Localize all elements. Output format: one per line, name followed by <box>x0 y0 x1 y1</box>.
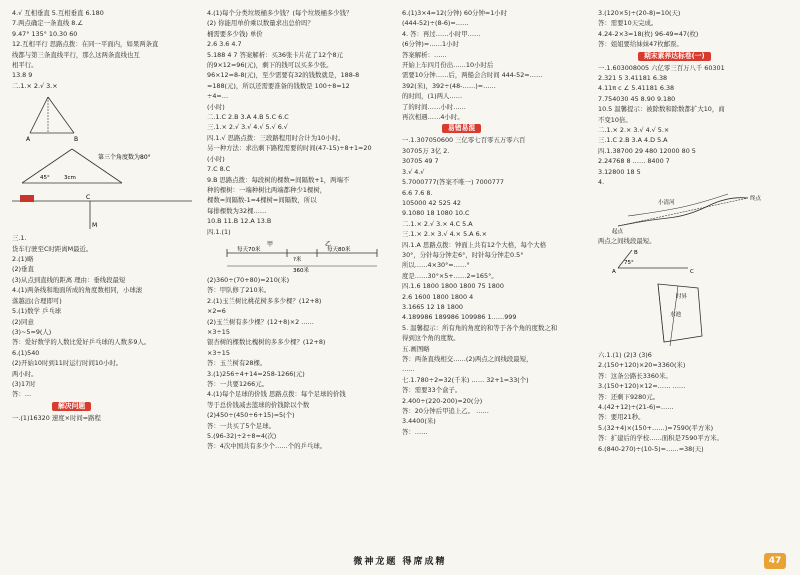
answer-line: 3.4400(米) <box>402 417 436 426</box>
answer-line: (2)450÷(450÷6+15)=5(个) <box>207 411 295 420</box>
label-a: A <box>26 136 31 144</box>
answer-line: 再次相遇……4小时。 <box>402 113 464 122</box>
column-2 <box>207 8 395 452</box>
answer-line: 2.(150+120)×20=3360(米) <box>598 361 686 370</box>
answer-line: (2)同意 <box>12 317 34 326</box>
answer-line: 一.1.603008005 六亿零三百万八千 60301 <box>598 63 725 72</box>
answer-line: 3.(120×5)÷(20-8)=10(天) <box>598 9 681 17</box>
answer-line: 银杏树的棵数比槐树的多多少棵？(12+8) <box>207 338 326 347</box>
answer-line: 四.1.√ 思路点拨：三段路程用时合计为10小时。 <box>207 133 345 142</box>
error-prone-banner: 易错易混 <box>442 124 481 133</box>
final-exam-banner: 期末素养达标卷(一) <box>638 52 711 61</box>
answer-line: (6分钟)=……1小时 <box>402 40 459 49</box>
column-4 <box>598 8 788 454</box>
label-total: 360米 <box>293 267 309 273</box>
answer-line: 七.1.780÷2=32(千米) …… 32+1=33(个) <box>402 375 529 384</box>
answer-line: (2) 你能用单价乘以数量求出总价吗？ <box>207 19 314 28</box>
answer-line: 30°，分针每分钟走6°，时针每分钟走0.5° <box>402 250 524 259</box>
answer-line: 2.321 5 3.41181 6.38 <box>598 74 668 83</box>
column-3 <box>402 8 590 437</box>
label-75: 75° <box>624 259 634 266</box>
column-1 <box>12 8 195 423</box>
label-left: 每天70米 <box>237 246 261 253</box>
label-m: M <box>92 222 98 230</box>
answer-line: 另一种方法：求出剩下路程需要的时间(47-15)÷8+1=20 <box>207 144 372 153</box>
answer-line: 三.1.× 2.√ 3.√ 4.√ 5.√ 6.√ <box>207 123 288 132</box>
answer-line: (3)~5=9(人) <box>12 327 52 336</box>
answer-line: 棵数=间隔数-1=4棵树=间隔数，所以 <box>207 196 317 205</box>
answer-line: 三.1.C 2.B 3.A 4.D 5.A <box>598 136 668 145</box>
answer-line: 三.1. <box>12 234 27 243</box>
answer-line: 答：姐姐要给妹妹47枚邮票。 <box>598 40 683 49</box>
answer-line: 答：这条公路长3360米。 <box>598 371 672 380</box>
answer-line: 10.B 11.B 12.A 13.B <box>207 217 272 226</box>
third-angle-note: 第三个角度数为80° <box>98 154 151 162</box>
answer-line: 4. <box>598 178 605 187</box>
answer-line: (2)垂直 <box>12 265 34 274</box>
answer-line: 4.189986 189986 109986 1……999 <box>402 313 517 322</box>
answer-line: 4.(1)每个足球的价钱 思路点拨：每个足球的价钱 <box>207 390 346 399</box>
answer-line: 7.754030 45 8.90 9.180 <box>598 94 676 103</box>
answer-line: 5.(96-32)÷2÷8=4(次) <box>207 432 277 441</box>
answer-line: 六.1.(1) (2)3 (3)6 <box>598 350 652 359</box>
answer-line: 四.1.A 思路点拨：钟面上共有12个大格，每个大格 <box>402 240 547 249</box>
answer-line: 不变10倍。 <box>598 115 632 124</box>
answer-line: 6.(1)3×4=12(分钟) 60分钟=1小时 <box>402 9 508 17</box>
answer-line: 105000 42 525 42 <box>402 198 461 207</box>
answer-line: 答：一共要1266元。 <box>207 380 268 388</box>
answer-line: 四.1.(1) <box>207 227 231 236</box>
answer-line: 答：…… <box>402 427 428 436</box>
label-start: 起点 <box>612 228 624 234</box>
label-mid: ?米 <box>293 256 302 263</box>
angle-svg <box>598 248 788 274</box>
label-pond: 水池 <box>670 311 682 318</box>
answer-line: 二.1.× 2.√ 3.× 4.C 5.A <box>402 219 473 228</box>
answer-line: (3)从点到直线的距离 理由：垂线段最短 <box>12 275 126 284</box>
answer-line: 了的时间……小时…… <box>402 102 466 111</box>
pond-figure <box>598 276 788 348</box>
answer-line: 三.1.× 2.× 3.√ 4.× 5.A 6.× <box>402 230 488 239</box>
road-figure <box>12 191 195 231</box>
answer-line: ÷4=… <box>207 92 229 101</box>
answer-line: 答：20分钟后甲追上乙。 …… <box>402 407 489 416</box>
answer-line: 4. 答：再过……小时甲…… <box>402 29 481 38</box>
label-end: 终点 <box>750 195 762 202</box>
answer-line: 6.(1)540 <box>12 348 40 357</box>
answer-line: 答案解析：…… <box>402 50 447 59</box>
answer-line: 答：甲队修了210米。 <box>207 286 271 295</box>
answer-line: 的9×12=96(元)，剩下的钱可以买多少张。 <box>207 61 333 70</box>
triangle-svg <box>12 93 192 189</box>
answer-line: 四.1.38700 29 480 12000 80 5 <box>598 146 696 155</box>
answer-line: 答：还剩下9280元。 <box>598 392 659 401</box>
answer-line: 一.1.307050600 三亿零七百零五万零六百 <box>402 136 526 145</box>
answer-line: 13.8 9 <box>12 71 33 80</box>
answer-line: 四.1.6 1800 1800 1800 75 1800 <box>402 282 504 291</box>
answer-line: ×3÷15 <box>207 327 230 336</box>
answer-line: 3.(1)256÷4+14=258-1266(元) <box>207 369 305 378</box>
answer-line: 3.√ 4.√ <box>402 167 425 176</box>
answer-line: 9.1080 18 1080 10.C <box>402 209 470 218</box>
answer-line: 货车行驶至C时距离M最近。 <box>12 244 93 253</box>
label-jia: 甲 <box>267 240 274 248</box>
triangle-figure <box>12 93 195 189</box>
answer-line: 2.(1)略 <box>12 255 34 264</box>
answer-line: 每排棵数为32棵…… <box>207 206 267 215</box>
triangle-lower <box>22 149 151 183</box>
answer-line: 4.(1)两条线和地面所成的角度数相同，小球滚 <box>12 286 143 295</box>
answer-line: 4.(1)每个分类垃圾桶多少钱？(每个垃圾桶多少钱？ <box>207 9 353 17</box>
answer-line: 7.两点确定一条直线 8.∠ <box>12 19 84 28</box>
label-river: 小清河 <box>658 199 675 206</box>
answer-line: 等于总价钱减去篮球的价钱除以个数 <box>207 400 310 409</box>
answer-line: 6.(840-270)÷(10-5)=……=38(天) <box>598 444 704 453</box>
pond-svg <box>598 276 788 348</box>
answer-line: 答：爱好数学的人数比爱好乒乓球的人数多9人。 <box>12 338 151 347</box>
answer-line: 种的棵树：一端种树比两端都种少1棵树， <box>207 185 327 194</box>
label-B2: B <box>634 249 638 256</box>
label-b: B <box>74 136 79 144</box>
answer-line: (2)开始10时到11时运行时间10小时。 <box>12 359 123 368</box>
answer-line: 所以……4×30°=……° <box>402 261 470 270</box>
answer-line: 2.24768 8 …… 8400 7 <box>598 157 670 166</box>
answer-line: 10.5 温馨提示：被除数和除数都扩大10，商 <box>598 105 725 114</box>
angle-figure <box>598 248 788 274</box>
answer-line: 需要10分钟……后，两船会合时间 444-52=…… <box>402 71 543 80</box>
answer-line: (小时) <box>207 102 225 111</box>
answer-line: 4.√ 互相垂直 5.互相垂直 6.180 <box>12 9 104 17</box>
answer-line: 2.(1)玉兰树比桃花树多多少棵？(12+8) <box>207 296 322 305</box>
answer-line: 6.6 7.6 8. <box>402 188 433 197</box>
answer-line: ×3÷15 <box>207 348 230 357</box>
answer-line: 2.6 1600 1800 1800 4 <box>402 292 474 301</box>
solve-problems-banner: 解决问题 <box>52 402 91 411</box>
answer-line: 30705 49 7 <box>402 157 439 166</box>
answer-line: 2.6 3.6 4.7 <box>207 40 242 49</box>
answer-line: 答：… <box>12 390 32 399</box>
answer-line: (2)玉兰树有多少棵？(12+8)×2 …… <box>207 317 314 326</box>
answer-line: 开始上车四月份出……10小时后 <box>402 61 494 70</box>
label-right: 每天80米 <box>327 246 351 253</box>
answer-line: 4.(42+12)÷(21-6)=…… <box>598 402 674 411</box>
answer-line: 4.24-2×3=18(枚) 96-49=47(枚) <box>598 29 699 38</box>
answer-line: 7.C 8.C <box>207 165 231 174</box>
answer-line: 答：两条直线相交……(2)两点之间线段最短， <box>402 355 533 363</box>
answer-line: 2.400÷(220-200)=20(分) <box>402 396 483 405</box>
answer-line: 9.47° 135° 10.30 60 <box>12 29 78 38</box>
answer-line: 相平行。 <box>12 61 38 70</box>
answer-line: 4.11π c ∠ 5.41181 6.38 <box>598 84 675 93</box>
answer-line: ×2=6 <box>207 307 226 316</box>
answer-line: 30705万 3亿 2. <box>402 146 450 155</box>
river-svg <box>598 190 788 234</box>
answer-line: 3.1665 12 18 1800 <box>402 302 463 311</box>
base-label: 3cm <box>64 175 76 182</box>
answer-line: 12.互相平行 思路点拨：在同一平面内，如果两条直 <box>12 40 159 49</box>
page-footer: 微神龙题 得席成精 <box>353 557 447 567</box>
answer-line: 落越远(合理即可) <box>12 296 62 305</box>
truck-icon <box>20 195 34 202</box>
triangle-upper <box>26 97 78 143</box>
segment-figure <box>207 239 395 273</box>
answer-line: 线都与第三条直线平行，那么这两条直线也互 <box>12 50 140 59</box>
answer-line: 五.画图略 <box>402 344 430 353</box>
answer-line: 得到这个角的度数。 <box>402 334 460 343</box>
page-number: 47 <box>764 553 786 569</box>
answer-line: (3)17时 <box>12 379 36 388</box>
road-svg <box>12 191 192 231</box>
answer-line: 5.(32+4)×(150+……)=7590(平方米) <box>598 423 714 432</box>
answer-line: 答：扩建后的学校……面积是7590平方米。 <box>598 434 723 443</box>
answer-line: 96×12=8-8(元)，至少需要有32的钱数就是，188-8 <box>207 71 360 80</box>
label-time: 时昇 <box>676 293 688 300</box>
answer-line: 5.(1)数学 乒乓球 <box>12 307 62 316</box>
segment-svg <box>207 239 395 273</box>
answer-line: 5. 温馨提示：所有角的角度的和等于各个角的度数之和 <box>402 323 558 332</box>
answer-line: =188(元)，所以还需要准备的钱数是 100÷8=12 <box>207 81 350 90</box>
answer-line: 一.(1)16320 速度×时间=路程 <box>12 413 101 422</box>
answer-line: 答：需要10天完成。 <box>598 19 658 28</box>
answer-line: 3.12800 18 5 <box>598 167 641 176</box>
answer-line: 的时间，(1)两人…… <box>402 92 463 101</box>
answer-line: 5.188 4 7 答案解析：买36张卡片花了12个8元 <box>207 50 343 59</box>
answer-line: 两小时。 <box>12 369 38 378</box>
answer-line: 答：需要33个盒子。 <box>402 386 462 395</box>
answer-line: (444-52)÷(8-6)=…… <box>402 19 469 28</box>
answer-line: 两点之间线段最短。 <box>598 236 656 245</box>
answer-line: 答：要用21秒。 <box>598 413 645 422</box>
answer-line: 二.1.× 2.× 3.√ 4.√ 5.× <box>598 126 670 135</box>
answer-line: 9.B 思路点拨：每段树的棵数=间隔数+1，两端不 <box>207 175 350 184</box>
answer-line: 度是……30°×5+……2=165°。 <box>402 271 498 280</box>
label-C2: C <box>690 268 694 274</box>
answer-line: 3.(150+120)×12=…… …… <box>598 382 686 391</box>
answer-line: …… <box>402 365 415 374</box>
answer-line: 答：4次中国共有多少个……个的乒乓球。 <box>207 442 327 451</box>
answer-line: (2)360÷(70+80)=210(米) <box>207 275 290 284</box>
angle-45-label: 45° <box>40 175 50 182</box>
answer-line: 392(米)，392÷(48-……)=…… <box>402 81 496 90</box>
label-c: C <box>86 194 91 202</box>
label-A2: A <box>612 268 616 274</box>
answer-line: 答：玉兰树有28棵。 <box>207 359 267 368</box>
answer-line: 桶需要多少钱) 单价 <box>207 29 263 38</box>
answer-line: 5.7000777(答案不唯一) 7000777 <box>402 178 504 187</box>
answer-line: 二.1.C 2.B 3.A 4.B 5.C 6.C <box>207 113 289 122</box>
answer-line: 二.1.× 2.√ 3.× <box>12 81 58 90</box>
label-yi: 乙 <box>325 240 332 248</box>
answer-line: 答：一共买了5个足球。 <box>207 421 275 430</box>
river-figure <box>598 190 788 234</box>
answer-line: (小时) <box>207 154 225 163</box>
